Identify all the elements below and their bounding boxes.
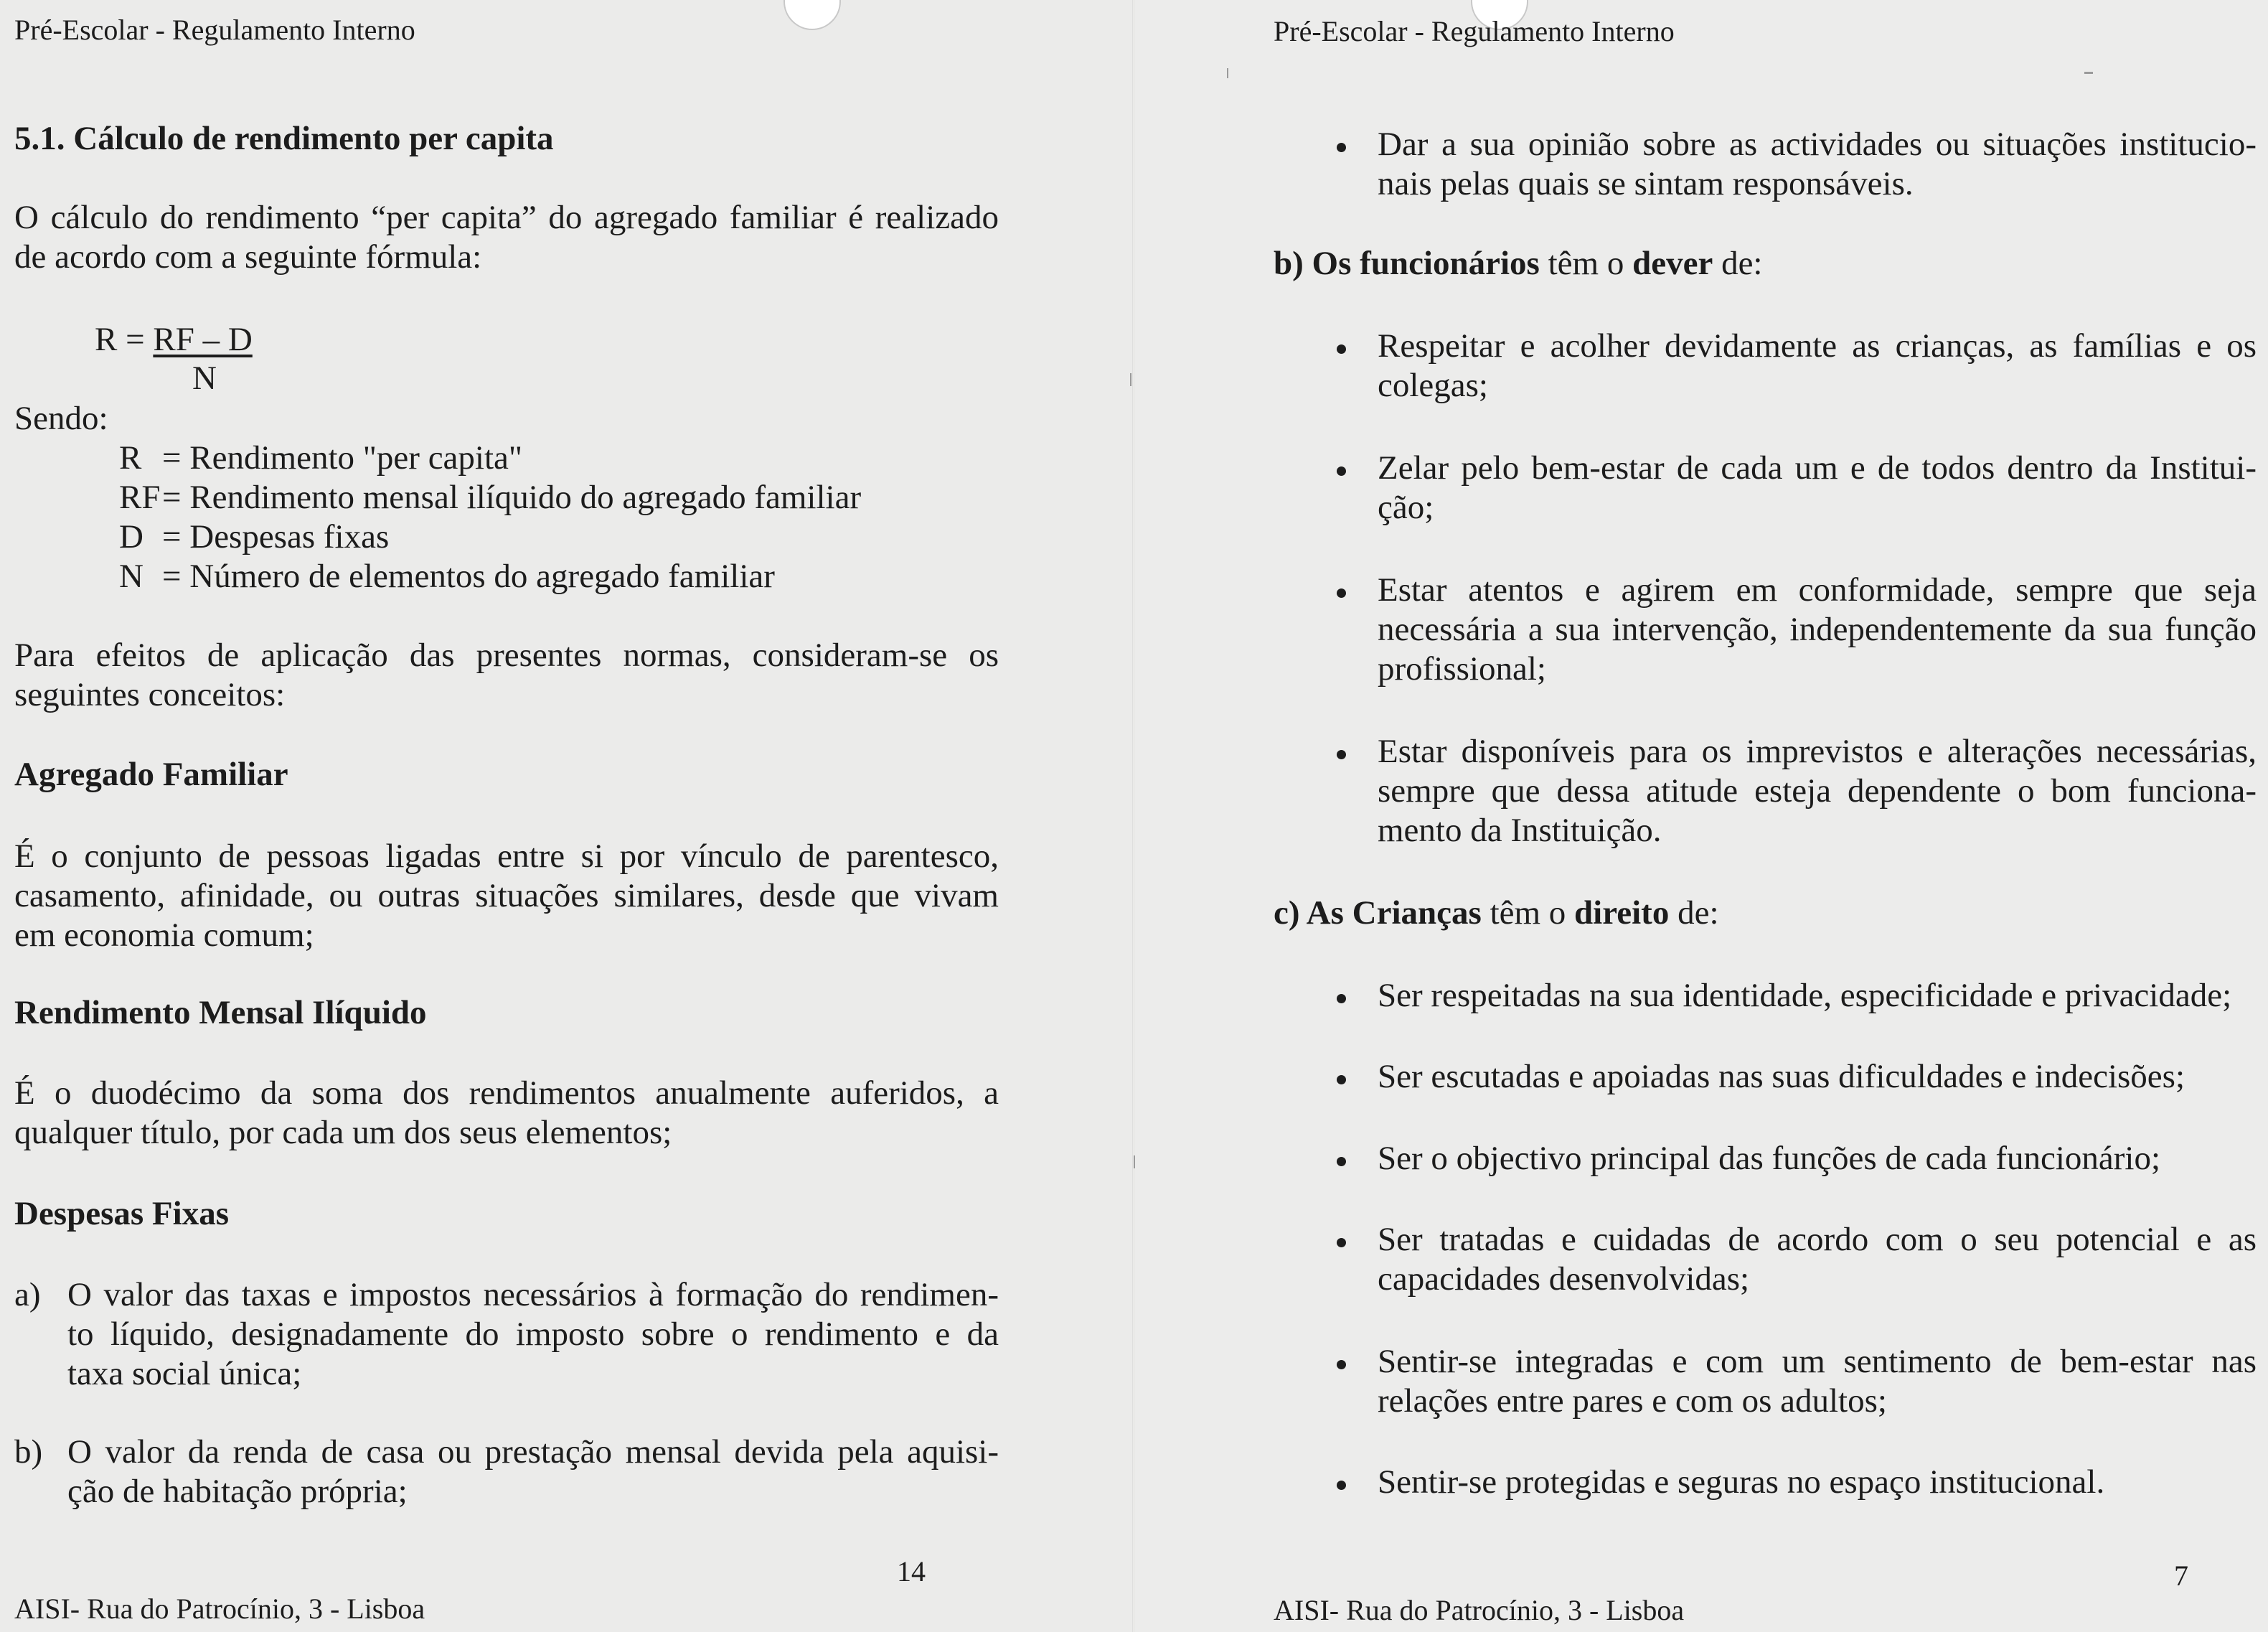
section-b-verb: têm o <box>1539 245 1633 282</box>
formula-denominator: N <box>192 360 217 397</box>
definition-row <box>119 557 775 596</box>
bullet-item <box>1378 571 2257 689</box>
bullet-item <box>1378 1342 2257 1421</box>
heading-rendimento-mensal: Rendimento Mensal Ilíquido <box>14 994 427 1031</box>
section-b-heading <box>1274 244 1762 283</box>
agregado-line: em economia comum; <box>14 916 314 954</box>
bullet-line: Sentir-se protegidas e seguras no espaço institucional. <box>1378 1463 2105 1501</box>
bullet-line: Ser escutadas e apoiadas nas suas dificuldades e indecisões; <box>1378 1058 2185 1095</box>
bullet-item <box>1378 1220 2257 1299</box>
bullet-icon <box>1337 1075 1346 1084</box>
bullet-icon <box>1337 1360 1346 1369</box>
page-number: 14 <box>897 1555 926 1588</box>
section-b-keyword: dever <box>1632 245 1713 282</box>
rendimento-paragraph <box>14 1074 999 1153</box>
bullet-icon <box>1337 344 1346 354</box>
section-b-suffix: de: <box>1713 245 1763 282</box>
section-b-subject: b) Os funcionários <box>1274 245 1540 282</box>
heading-agregado-familiar: Agregado Familiar <box>14 756 288 793</box>
bullet-line: profissional; <box>1378 650 1546 688</box>
item-b-label: b) <box>14 1433 43 1471</box>
agregado-paragraph <box>14 837 999 955</box>
bullet-line: Zelar pelo bem-estar de cada um e de todos dentro da Institui- <box>1378 449 2257 487</box>
bullet-line: Estar disponíveis para os imprevistos e alterações necessárias, <box>1378 733 2257 770</box>
bullet-line: relações entre pares e com os adultos; <box>1378 1382 1887 1420</box>
bullet-item <box>1378 1463 2257 1502</box>
bullet-line: Dar a sua opinião sobre as actividades ou situações institucio- <box>1378 126 2257 163</box>
page-number: 7 <box>2174 1560 2188 1592</box>
section-c-suffix: de: <box>1669 894 1719 932</box>
concepts-line: Para efeitos de aplicação das presentes normas, consideram-se os <box>14 637 999 674</box>
page-header: Pré-Escolar - Regulamento Interno <box>14 14 415 46</box>
page-footer: AISI- Rua do Patrocínio, 3 - Lisboa <box>1274 1594 1685 1626</box>
bullet-icon <box>1337 1157 1346 1166</box>
definition-symbol: D <box>119 518 143 555</box>
page-fold <box>1132 0 1134 1632</box>
bullet-item <box>1378 449 2257 527</box>
bullet-icon <box>1337 750 1346 759</box>
intro-paragraph <box>14 198 999 277</box>
item-a-text <box>67 1275 999 1394</box>
page-header: Pré-Escolar - Regulamento Interno <box>1274 15 1675 47</box>
formula-lhs: R = <box>95 321 154 358</box>
item-a-line: taxa social única; <box>67 1355 302 1392</box>
bullet-icon <box>1337 588 1346 598</box>
scan-mark <box>2084 72 2093 74</box>
definition-symbol: RF <box>119 479 161 516</box>
scan-mark <box>1130 373 1131 386</box>
item-b-line: O valor da renda de casa ou prestação mensal devida pela aquisi- <box>67 1433 999 1471</box>
bullet-item <box>1378 125 2257 204</box>
heading-despesas-fixas: Despesas Fixas <box>14 1195 229 1232</box>
concepts-line: seguintes conceitos: <box>14 676 286 713</box>
definition-text: = Rendimento mensal ilíquido do agregado familiar <box>162 479 862 516</box>
bullet-line: sempre que dessa atitude esteja dependente o bom funciona- <box>1378 772 2257 810</box>
definition-row <box>119 478 861 517</box>
bullet-line: necessária a sua intervenção, independentemente da sua função <box>1378 611 2257 648</box>
section-c-subject: c) As Crianças <box>1274 894 1482 932</box>
intro-line: de acordo com a seguinte fórmula: <box>14 238 482 276</box>
intro-line: O cálculo do rendimento “per capita” do agregado familiar é realizado <box>14 199 999 236</box>
bullet-line: Sentir-se integradas e com um sentimento de bem-estar nas <box>1378 1343 2257 1380</box>
scan-mark <box>1134 1155 1135 1168</box>
agregado-line: casamento, afinidade, ou outras situações similares, desde que vivam <box>14 877 999 914</box>
bullet-line: Estar atentos e agirem em conformidade, sempre que seja <box>1378 571 2257 609</box>
section-c-verb: têm o <box>1481 894 1575 932</box>
concepts-paragraph <box>14 636 999 715</box>
formula-numerator: RF – D <box>153 321 253 358</box>
bullet-line: Ser respeitadas na sua identidade, especificidade e privacidade; <box>1378 977 2232 1014</box>
agregado-line: É o conjunto de pessoas ligadas entre si por vínculo de parentesco, <box>14 838 999 875</box>
bullet-item <box>1378 1057 2257 1097</box>
sendo-label: Sendo: <box>14 400 108 437</box>
item-b-text <box>67 1432 999 1511</box>
bullet-line: capacidades desenvolvidas; <box>1378 1260 1750 1298</box>
bullet-line: Ser tratadas e cuidadas de acordo com o seu potencial e as <box>1378 1221 2257 1258</box>
definition-row <box>119 439 522 478</box>
bullet-line: nais pelas quais se sintam responsáveis. <box>1378 165 1914 202</box>
bullet-icon <box>1337 994 1346 1003</box>
bullet-icon <box>1337 466 1346 476</box>
rendimento-line: qualquer título, por cada um dos seus elementos; <box>14 1114 672 1151</box>
section-c-heading <box>1274 894 1719 933</box>
page-footer: AISI- Rua do Patrocínio, 3 - Lisboa <box>14 1593 425 1625</box>
item-a-line: to líquido, designadamente do imposto sobre o rendimento e da <box>67 1316 999 1353</box>
bullet-line: colegas; <box>1378 367 1488 404</box>
bullet-item <box>1378 732 2257 850</box>
bullet-item <box>1378 327 2257 405</box>
item-b-line: ção de habitação própria; <box>67 1473 408 1510</box>
definition-symbol: N <box>119 558 143 595</box>
item-a-label: a) <box>14 1276 41 1313</box>
definition-row <box>119 517 389 557</box>
definition-text: = Despesas fixas <box>162 518 390 555</box>
definition-symbol: R <box>119 439 142 477</box>
bullet-line: ção; <box>1378 489 1434 526</box>
section-c-keyword: direito <box>1574 894 1670 932</box>
definition-text: = Rendimento "per capita" <box>162 439 523 477</box>
bullet-line: mento da Instituição. <box>1378 812 1662 849</box>
bullet-line: Ser o objectivo principal das funções de cada funcionário; <box>1378 1140 2161 1177</box>
definition-text: = Número de elementos do agregado familiar <box>162 558 775 595</box>
bullet-icon <box>1337 1481 1346 1490</box>
rendimento-line: É o duodécimo da soma dos rendimentos anualmente auferidos, a <box>14 1074 999 1112</box>
item-a-line: O valor das taxas e impostos necessários à formação do rendimen- <box>67 1276 999 1313</box>
bullet-icon <box>1337 1238 1346 1247</box>
scan-mark <box>1227 68 1228 78</box>
bullet-item <box>1378 976 2257 1016</box>
bullet-line: Respeitar e acolher devidamente as crianças, as famílias e os <box>1378 327 2257 365</box>
section-title: 5.1. Cálculo de rendimento per capita <box>14 120 554 157</box>
formula <box>95 320 253 360</box>
bullet-item <box>1378 1139 2257 1178</box>
bullet-icon <box>1337 143 1346 152</box>
